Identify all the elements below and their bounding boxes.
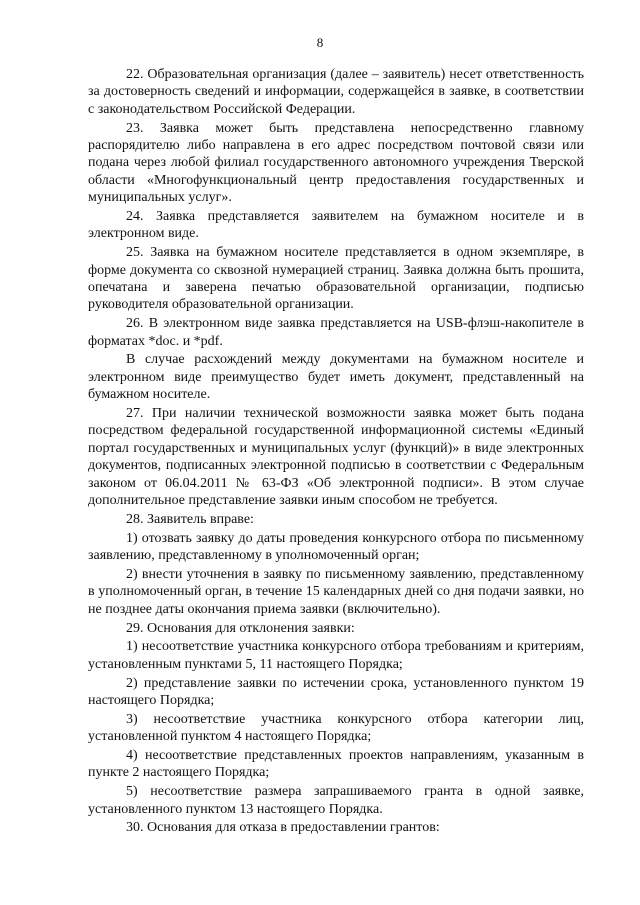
paragraph-29-item-4: 4) несоответствие представленных проектов направлениям, указанным в пункте 2 настоящего Порядка; [88,747,584,781]
document-body [88,66,584,838]
paragraph-25: 25. Заявка на бумажном носителе представляется в одном экземпляре, в форме документа со сквозной нумерацией страниц. Заявка должна быть прошита, опечатана и заверена печатью образовательной организации, подписью руководителя образовательной организации. [88,245,584,313]
page-number: 8 [316,35,324,50]
paragraph-29: 29. Основания для отклонения заявки: [126,620,355,636]
paragraph-29-item-5: 5) несоответствие размера запрашиваемого гранта в одной заявке, установленного пунктом 13 настоящего Порядка. [88,784,584,817]
paragraph-27: 27. При наличии технической возможности заявка может быть подана посредством федеральной государственной информационной системы «Единый портал государственных и муниципальных услуг (функций)» в виде электронных документов, подписанных электронной подписью в соответствии с Федеральным законом от 06.04.2011 № 63-ФЗ «Об электронной подписи». В этом случае дополнительное представление заявки иным способом не требуется. [88,406,584,509]
paragraph-28: 28. Заявитель вправе: [126,511,254,527]
paragraph-30: 30. Основания для отказа в предоставлении грантов: [126,820,440,836]
paragraph-22: 22. Образовательная организация (далее – заявитель) несет ответственность за достоверность сведений и информации, содержащейся в заявке, в соответствии с законодательством Российской Федерации. [88,67,584,117]
paragraph-26: 26. В электронном виде заявка представляется на USB-флэш-накопителе в форматах *doc. и *pdf. [88,316,584,349]
paragraph-29-item-2: 2) представление заявки по истечении срока, установленного пунктом 19 настоящего Порядка; [88,675,584,708]
paragraph-29-item-1: 1) несоответствие участника конкурсного отбора требованиям и критериям, установленным пунктами 5, 11 настоящего Порядка; [88,639,584,672]
paragraph-26-continuation: В случае расхождений между документами на бумажном носителе и электронном виде преимущество будет иметь документ, представленный на бумажном носителе. [88,352,584,403]
paragraph-28-item-2: 2) внести уточнения в заявку по письменному заявлению, представленному в уполномоченный орган, в течение 15 календарных дней со дня подачи заявки, но не позднее даты окончания приема заявки (включительно). [88,566,584,617]
paragraph-24: 24. Заявка представляется заявителем на бумажном носителе и в электронном виде. [88,209,584,242]
paragraph-28-item-1: 1) отозвать заявку до даты проведения конкурсного отбора по письменному заявлению, представленному в уполномоченный орган; [88,530,584,564]
paragraph-29-item-3: 3) несоответствие участника конкурсного отбора категории лиц, установленной пунктом 4 настоящего Порядка; [88,711,584,745]
paragraph-23: 23. Заявка может быть представлена непосредственно главному распорядителю либо направлена в его адрес посредством почтовой связи или подана через любой филиал государственного автономного учреждения Тверской области «Многофункциональный центр предоставления государственных и муниципальных услуг». [88,120,584,206]
